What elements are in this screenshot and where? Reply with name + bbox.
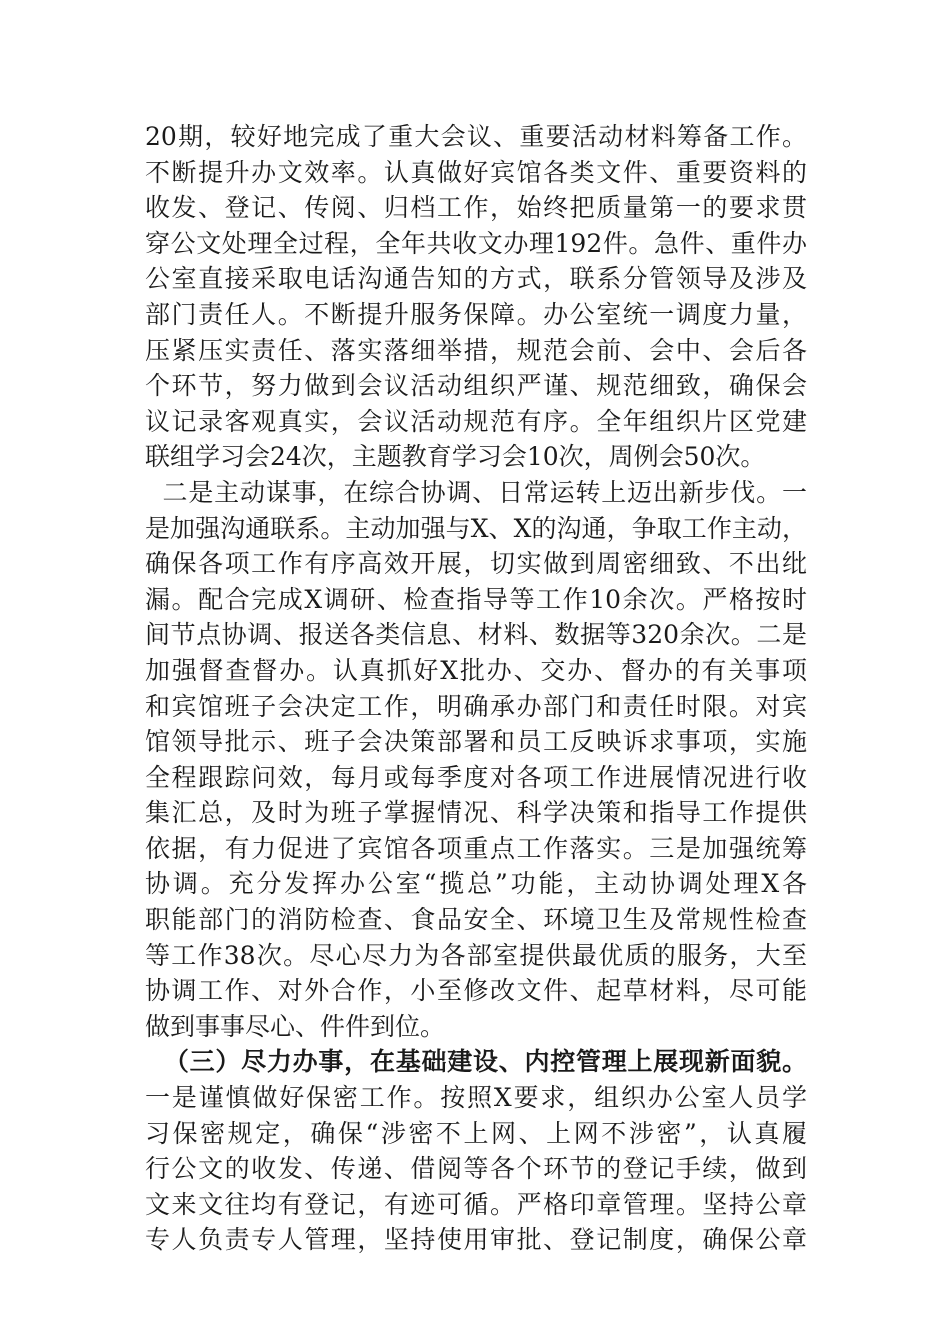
text-line: 全程跟踪问效，每月或每季度对各项工作进展情况进行收: [145, 762, 807, 792]
text-line: 部门责任人。不断提升服务保障。办公室统一调度力量，: [145, 299, 807, 329]
text-line: 议记录客观真实，会议活动规范有序。全年组织片区党建: [145, 406, 807, 436]
document-body: [145, 119, 807, 1258]
text-line: 20期，较好地完成了重大会议、重要活动材料筹备工作。: [145, 122, 807, 151]
text-line: 公室直接采取电话沟通告知的方式，联系分管领导及涉及: [145, 264, 807, 294]
text-line: 馆领导批示、班子会决策部署和员工反映诉求事项，实施: [145, 727, 807, 757]
text-line: 依据，有力促进了宾馆各项重点工作落实。三是加强统筹: [145, 833, 807, 863]
text-line: 一是谨慎做好保密工作。按照X要求，组织办公室人员学: [145, 1083, 807, 1113]
text-line: 穿公文处理全过程，全年共收文办理192件。急件、重件办: [145, 228, 807, 258]
text-line: 不断提升办文效率。认真做好宾馆各类文件、重要资料的: [145, 157, 807, 187]
text-line: 是加强沟通联系。主动加强与X、X的沟通，争取工作主动，: [145, 513, 807, 543]
text-line: 和宾馆班子会决定工作，明确承办部门和责任时限。对宾: [145, 691, 807, 721]
text-line: 联组学习会24次，主题教育学习会10次，周例会50次。: [145, 442, 766, 472]
text-line: 协调。充分发挥办公室“揽总”功能，主动协调处理X各: [145, 869, 807, 899]
text-line: 加强督查督办。认真抓好X批办、交办、督办的有关事项: [145, 655, 807, 685]
text-line: 个环节，努力做到会议活动组织严谨、规范细致，确保会: [145, 371, 807, 401]
text-line: 压紧压实责任、落实落细举措，规范会前、会中、会后各: [145, 335, 807, 365]
text-line: 行公文的收发、传递、借阅等各个环节的登记手续，做到: [145, 1154, 807, 1184]
text-line: 收发、登记、传阅、归档工作，始终把质量第一的要求贯: [145, 193, 807, 223]
text-line: 职能部门的消防检查、食品安全、环境卫生及常规性检查: [145, 905, 807, 935]
paragraph-heading-line: 二是主动谋事，在综合协调、日常运转上迈出新步伐。一: [145, 477, 807, 507]
text-line: 文来文往均有登记，有迹可循。严格印章管理。坚持公章: [145, 1189, 807, 1219]
text-line: 协调工作、对外合作，小至修改文件、起草材料，尽可能: [145, 976, 807, 1006]
text-line: 间节点协调、报送各类信息、材料、数据等320余次。二是: [145, 620, 807, 650]
text-line: 漏。配合完成X调研、检查指导等工作10余次。严格按时: [145, 584, 807, 614]
text-line: 集汇总，及时为班子掌握情况、科学决策和指导工作提供: [145, 798, 807, 828]
text-line: 等工作38次。尽心尽力为各部室提供最优质的服务，大至: [145, 940, 807, 970]
text-line: 做到事事尽心、件件到位。: [145, 1011, 446, 1041]
text-line: 确保各项工作有序高效开展，切实做到周密细致、不出纰: [145, 549, 807, 579]
section-heading-line: （三）尽力办事，在基础建设、内控管理上展现新面貌。: [145, 1047, 807, 1077]
text-line: 习保密规定，确保“涉密不上网、上网不涉密”，认真履: [145, 1118, 807, 1148]
text-line: 专人负责专人管理，坚持使用审批、登记制度，确保公章: [145, 1225, 807, 1255]
